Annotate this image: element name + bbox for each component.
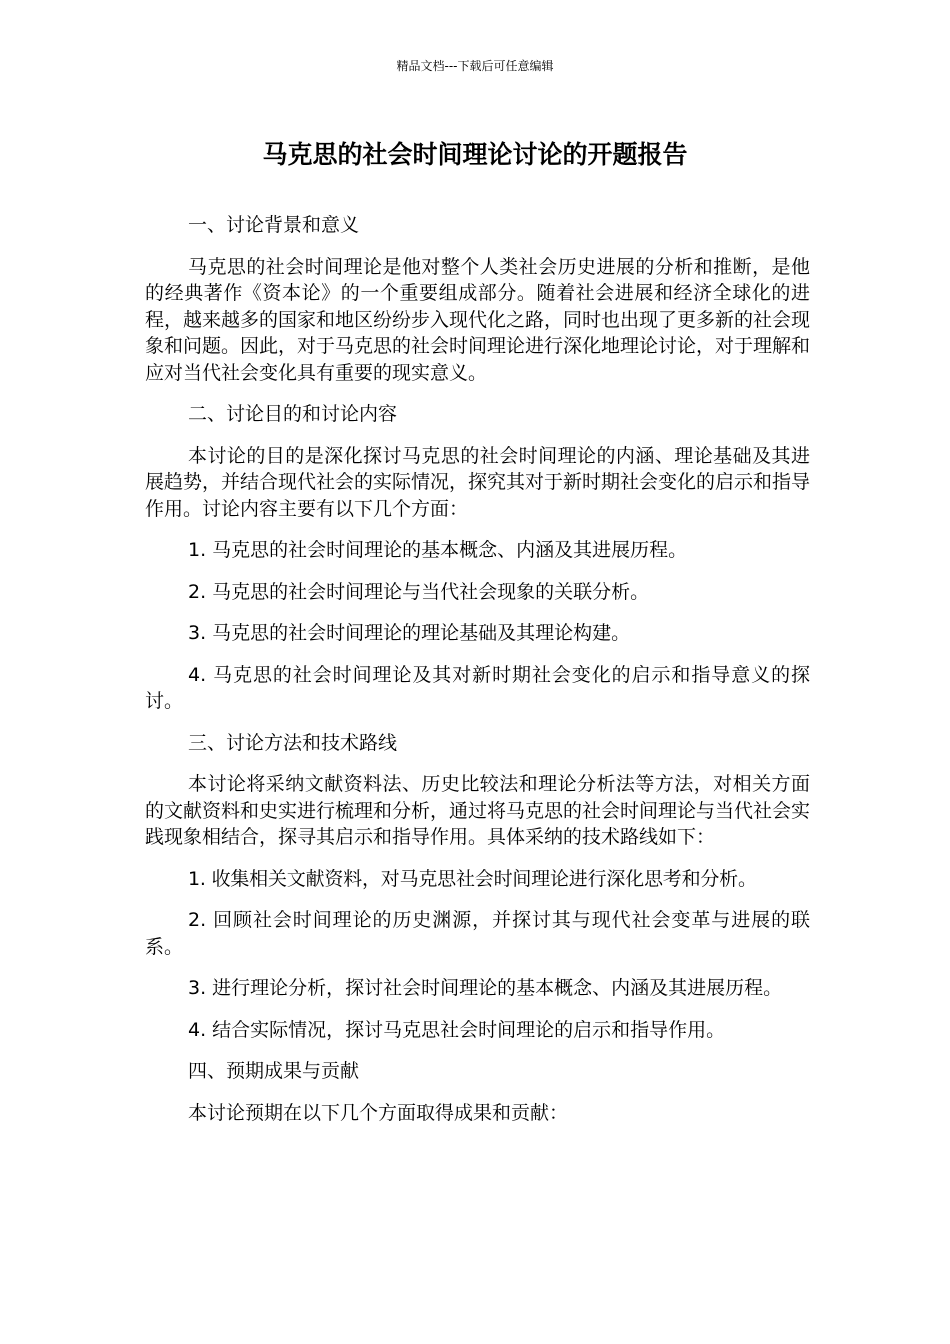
paragraph-methods: 本讨论将采纳文献资料法、历史比较法和理论分析法等方法，对相关方面的文献资料和史实进行梳理和分析，通过将马克思的社会时间理论与当代社会实践现象相结合，探寻其启示和指导作用。具体采纳的技术路线如下：: [145, 773, 811, 848]
content-item-3: 3. 马克思的社会时间理论的理论基础及其理论构建。: [188, 622, 631, 644]
method-item-2: 2. 回顾社会时间理论的历史渊源，并探讨其与现代社会变革与进展的联系。: [145, 909, 810, 958]
paragraph-purpose: 本讨论的目的是深化探讨马克思的社会时间理论的内涵、理论基础及其进展趋势，并结合现代社会的实际情况，探究其对于新时期社会变化的启示和指导作用。讨论内容主要有以下几个方面：: [145, 444, 811, 520]
method-item-3: 3. 进行理论分析，探讨社会时间理论的基本概念、内涵及其进展历程。: [188, 977, 783, 999]
document-title: 马克思的社会时间理论讨论的开题报告: [262, 140, 688, 169]
method-item-1: 1. 收集相关文献资料，对马克思社会时间理论进行深化思考和分析。: [188, 867, 757, 890]
paragraph-outcomes: 本讨论预期在以下几个方面取得成果和贡献：: [188, 1101, 569, 1124]
content-item-2: 2. 马克思的社会时间理论与当代社会现象的关联分析。: [188, 580, 650, 603]
section-heading-purpose: 二、讨论目的和讨论内容: [188, 403, 398, 425]
section-heading-background: 一、讨论背景和意义: [188, 214, 360, 236]
content-item-1: 1. 马克思的社会时间理论的基本概念、内涵及其进展历程。: [188, 539, 688, 561]
header-note: 精品文档---下载后可任意编辑: [396, 59, 554, 73]
content-item-4: 4. 马克思的社会时间理论及其对新时期社会变化的启示和指导意义的探讨。: [145, 663, 810, 712]
section-heading-methods: 三、讨论方法和技术路线: [188, 731, 398, 754]
method-item-4: 4. 结合实际情况，探讨马克思社会时间理论的启示和指导作用。: [188, 1018, 726, 1041]
document-body: [145, 212, 810, 1126]
paragraph-background: 马克思的社会时间理论是他对整个人类社会历史进展的分析和推断，是他的经典著作《资本论》的一个重要组成部分。随着社会进展和经济全球化的进程，越来越多的国家和地区纷纷步入现代化之路，同时也出现了更多新的社会现象和问题。因此，对于马克思的社会时间理论进行深化地理论讨论，对于理解和应对当代社会变化具有重要的现实意义。: [145, 255, 811, 384]
section-heading-outcomes: 四、预期成果与贡献: [188, 1060, 360, 1082]
